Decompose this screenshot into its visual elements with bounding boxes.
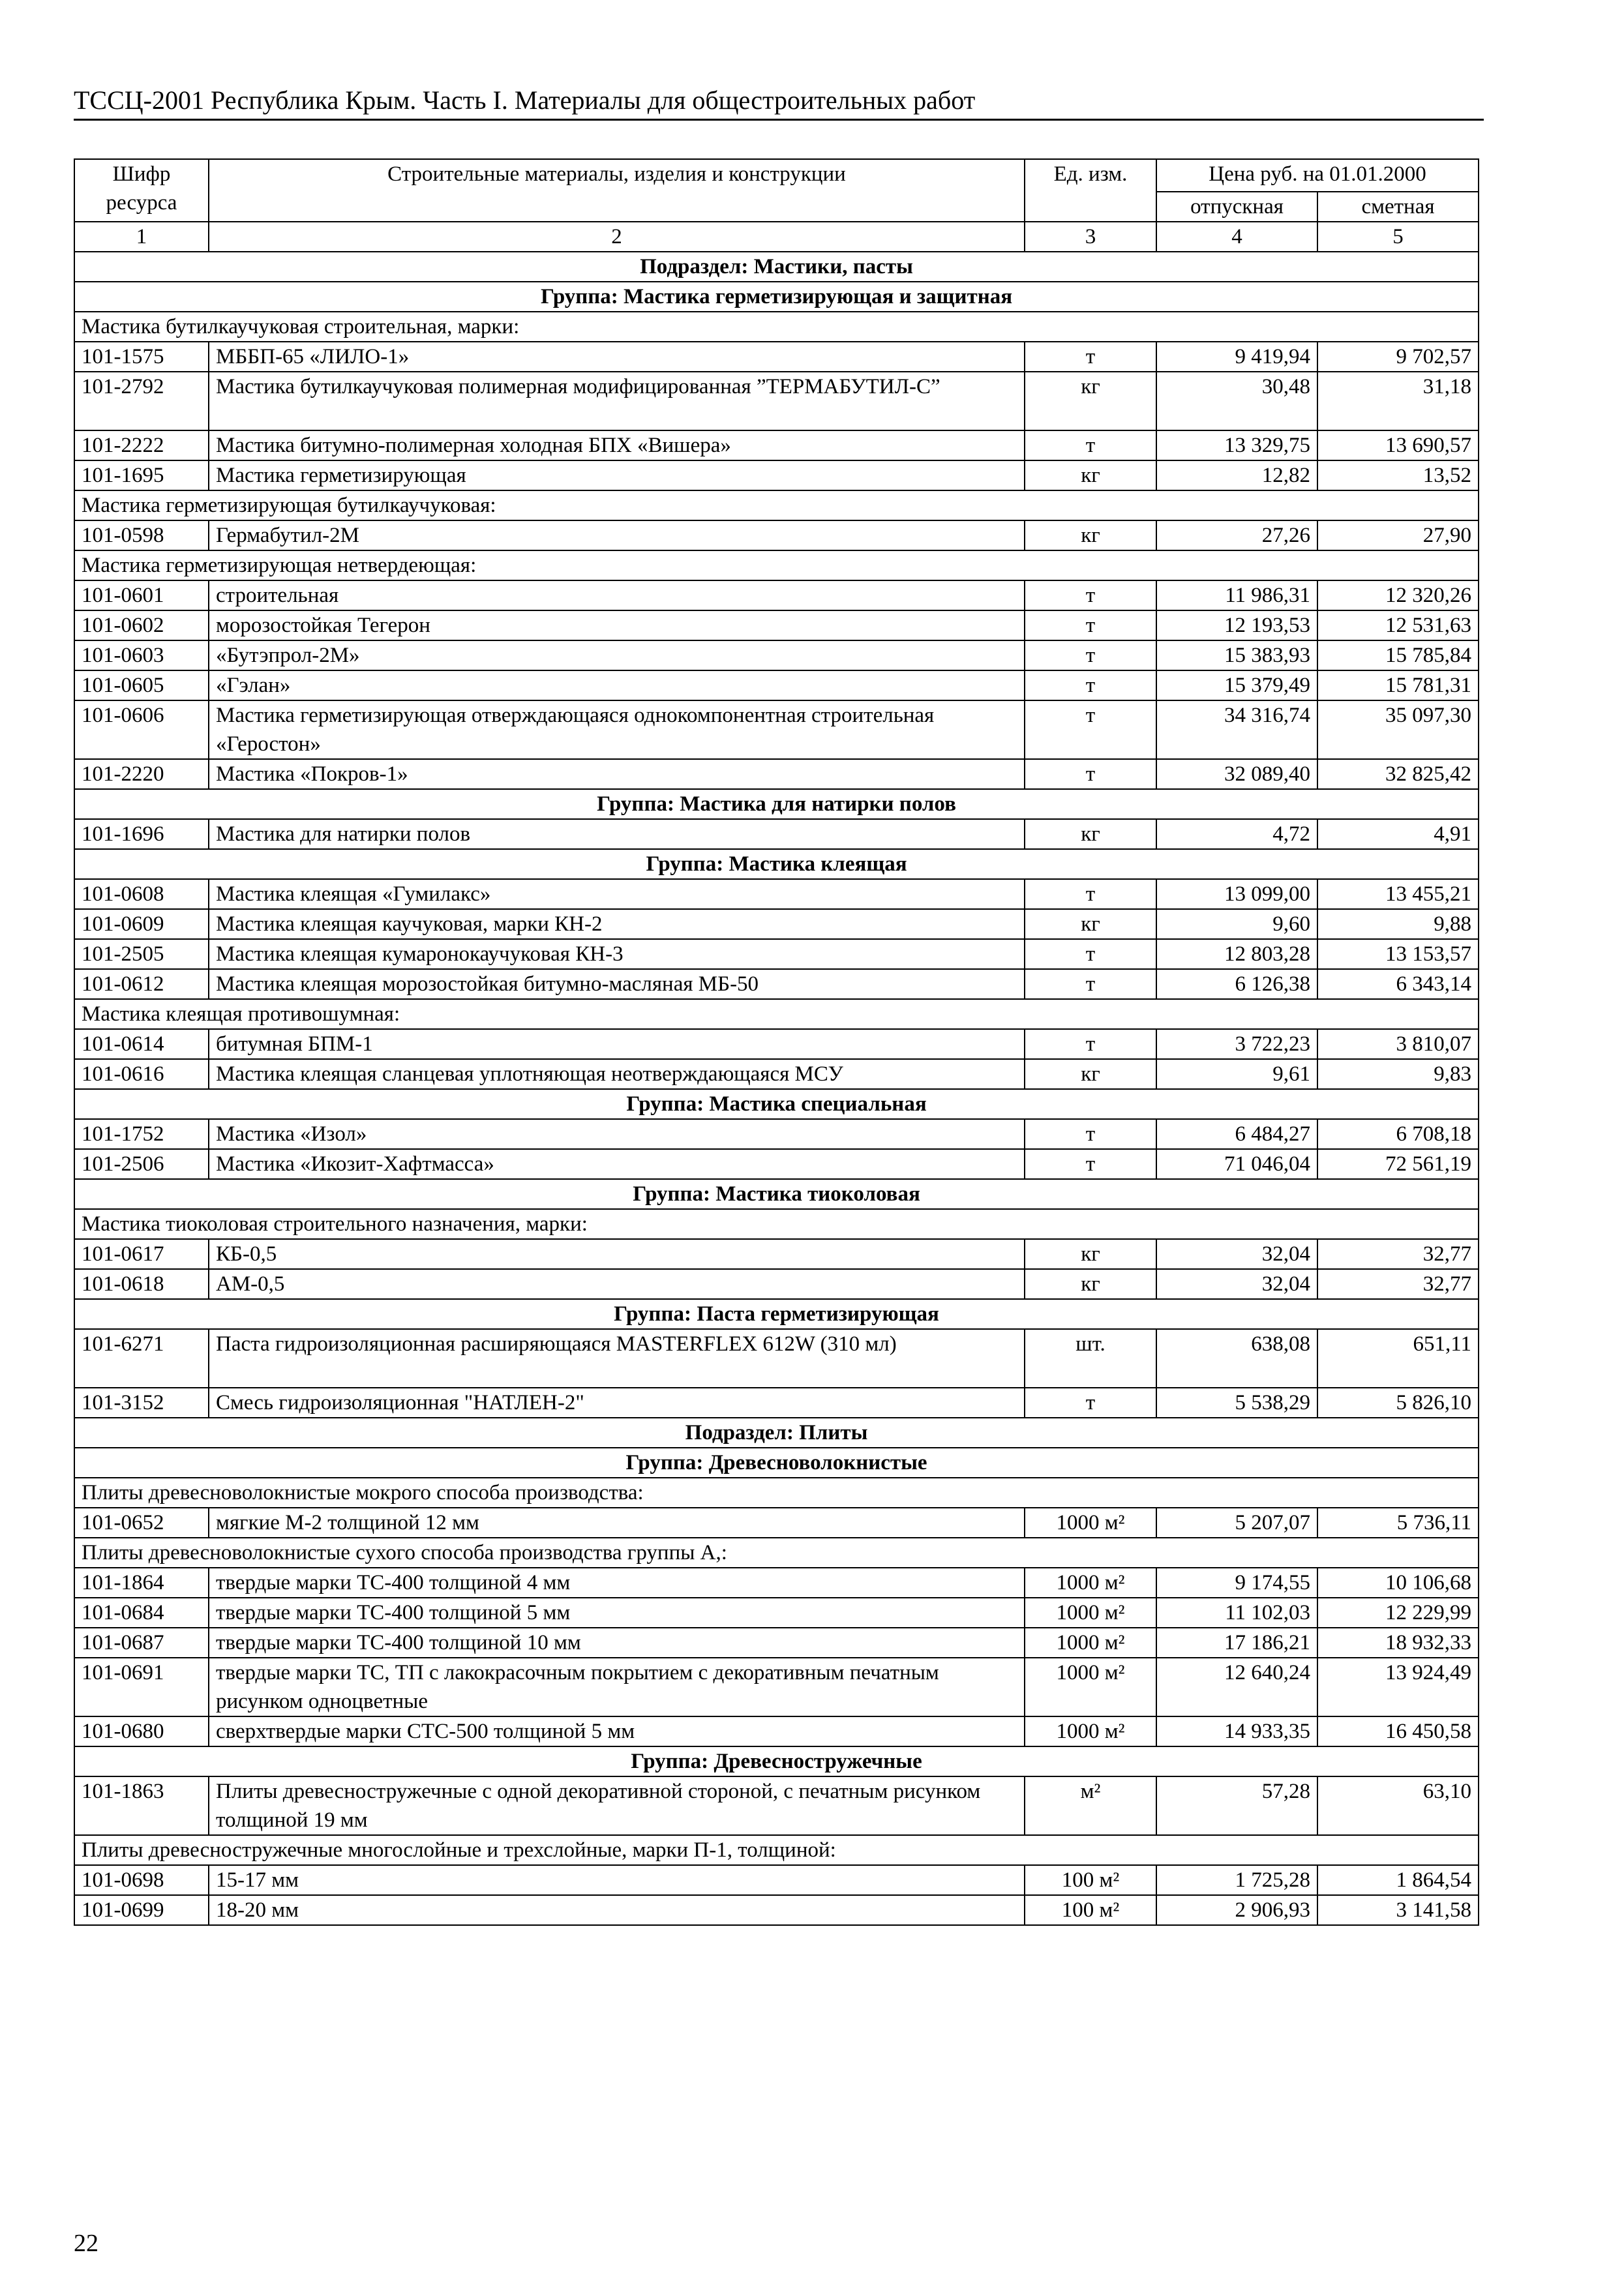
unit-cell: кг (1025, 1059, 1156, 1089)
unit-cell: 1000 м² (1025, 1628, 1156, 1658)
col-number: 4 (1156, 222, 1317, 252)
release-price: 30,48 (1156, 372, 1317, 430)
estimate-price: 12 531,63 (1317, 610, 1479, 640)
estimate-price: 15 781,31 (1317, 670, 1479, 700)
table-row (74, 1658, 1479, 1716)
material-name: твердые марки ТС-400 толщиной 4 мм (209, 1568, 1025, 1598)
release-price: 9,61 (1156, 1059, 1317, 1089)
estimate-price: 13,52 (1317, 460, 1479, 490)
table-body (74, 252, 1479, 1925)
material-name: МББП-65 «ЛИЛО-1» (209, 342, 1025, 372)
col-header-estimate: сметная (1317, 192, 1479, 222)
release-price: 3 722,23 (1156, 1029, 1317, 1059)
release-price: 11 986,31 (1156, 580, 1317, 610)
unit-cell: 1000 м² (1025, 1598, 1156, 1628)
resource-code: 101-2792 (74, 372, 209, 430)
table-row (74, 1716, 1479, 1746)
price-table (74, 158, 1479, 1926)
resource-code: 101-0598 (74, 520, 209, 550)
unit-cell: 1000 м² (1025, 1658, 1156, 1716)
estimate-price: 13 153,57 (1317, 939, 1479, 969)
table-row (74, 1598, 1479, 1628)
table-row (74, 1059, 1479, 1089)
subgroup-row (74, 312, 1479, 342)
group-row (74, 1179, 1479, 1209)
table-row (74, 460, 1479, 490)
estimate-price: 27,90 (1317, 520, 1479, 550)
table-row (74, 1776, 1479, 1835)
col-header-price: Цена руб. на 01.01.2000 (1156, 159, 1479, 192)
estimate-price: 3 810,07 (1317, 1029, 1479, 1059)
table-row (74, 1239, 1479, 1269)
estimate-price: 651,11 (1317, 1329, 1479, 1388)
group-title: Группа: Мастика тиоколовая (74, 1179, 1479, 1209)
resource-code: 101-3152 (74, 1388, 209, 1418)
subgroup-row (74, 1209, 1479, 1239)
unit-cell: т (1025, 969, 1156, 999)
group-row (74, 1746, 1479, 1776)
table-row (74, 759, 1479, 789)
group-row (74, 849, 1479, 879)
material-name: Паста гидроизоляционная расширяющаяся MASTERFLEX 612W (310 мл) (209, 1329, 1025, 1388)
table-row (74, 1628, 1479, 1658)
release-price: 1 725,28 (1156, 1865, 1317, 1895)
release-price: 12 193,53 (1156, 610, 1317, 640)
estimate-price: 6 343,14 (1317, 969, 1479, 999)
resource-code: 101-0601 (74, 580, 209, 610)
release-price: 638,08 (1156, 1329, 1317, 1388)
col-header-name: Строительные материалы, изделия и конструкции (209, 159, 1025, 222)
estimate-price: 12 320,26 (1317, 580, 1479, 610)
resource-code: 101-1864 (74, 1568, 209, 1598)
resource-code: 101-0616 (74, 1059, 209, 1089)
material-name: Гермабутил-2М (209, 520, 1025, 550)
table-row (74, 372, 1479, 430)
material-name: мягкие М-2 толщиной 12 мм (209, 1508, 1025, 1538)
release-price: 17 186,21 (1156, 1628, 1317, 1658)
estimate-price: 32,77 (1317, 1269, 1479, 1299)
unit-cell: т (1025, 430, 1156, 460)
unit-cell: т (1025, 1388, 1156, 1418)
table-row (74, 1895, 1479, 1925)
resource-code: 101-0691 (74, 1658, 209, 1716)
resource-code: 101-1752 (74, 1119, 209, 1149)
release-price: 9,60 (1156, 909, 1317, 939)
group-row (74, 282, 1479, 312)
material-name: АМ-0,5 (209, 1269, 1025, 1299)
material-name: морозостойкая Тегерон (209, 610, 1025, 640)
col-number: 2 (209, 222, 1025, 252)
release-price: 12 803,28 (1156, 939, 1317, 969)
subsection-title: Подраздел: Мастики, пасты (74, 252, 1479, 282)
group-row (74, 789, 1479, 819)
release-price: 32,04 (1156, 1269, 1317, 1299)
resource-code: 101-2505 (74, 939, 209, 969)
table-row (74, 1029, 1479, 1059)
estimate-price: 31,18 (1317, 372, 1479, 430)
material-name: Мастика клеящая «Гумилакс» (209, 879, 1025, 909)
resource-code: 101-0605 (74, 670, 209, 700)
group-title: Группа: Мастика для натирки полов (74, 789, 1479, 819)
unit-cell: 1000 м² (1025, 1568, 1156, 1598)
estimate-price: 9,88 (1317, 909, 1479, 939)
resource-code: 101-0609 (74, 909, 209, 939)
unit-cell: кг (1025, 372, 1156, 430)
estimate-price: 32,77 (1317, 1239, 1479, 1269)
group-title: Группа: Древесноволокнистые (74, 1448, 1479, 1478)
table-row (74, 909, 1479, 939)
material-name: твердые марки ТС, ТП с лакокрасочным покрытием с декоративным печатным рисунком одноцветные (209, 1658, 1025, 1716)
release-price: 15 379,49 (1156, 670, 1317, 700)
table-row (74, 700, 1479, 759)
page-number: 22 (74, 2230, 98, 2257)
material-name: Мастика клеящая морозостойкая битумно-масляная МБ-50 (209, 969, 1025, 999)
table-row (74, 430, 1479, 460)
release-price: 9 419,94 (1156, 342, 1317, 372)
table-row (74, 580, 1479, 610)
resource-code: 101-0608 (74, 879, 209, 909)
unit-cell: кг (1025, 909, 1156, 939)
subgroup-title: Мастика герметизирующая нетвердеющая: (74, 550, 1479, 580)
resource-code: 101-0684 (74, 1598, 209, 1628)
subgroup-title: Мастика клеящая противошумная: (74, 999, 1479, 1029)
release-price: 4,72 (1156, 819, 1317, 849)
release-price: 11 102,03 (1156, 1598, 1317, 1628)
estimate-price: 12 229,99 (1317, 1598, 1479, 1628)
resource-code: 101-0680 (74, 1716, 209, 1746)
release-price: 14 933,35 (1156, 1716, 1317, 1746)
subgroup-title: Мастика герметизирующая бутилкаучуковая: (74, 490, 1479, 520)
estimate-price: 18 932,33 (1317, 1628, 1479, 1658)
table-row (74, 1269, 1479, 1299)
unit-cell: т (1025, 939, 1156, 969)
table-row (74, 342, 1479, 372)
release-price: 5 207,07 (1156, 1508, 1317, 1538)
release-price: 2 906,93 (1156, 1895, 1317, 1925)
release-price: 32 089,40 (1156, 759, 1317, 789)
material-name: Мастика клеящая каучуковая, марки КН-2 (209, 909, 1025, 939)
unit-cell: 100 м² (1025, 1895, 1156, 1925)
material-name: 18-20 мм (209, 1895, 1025, 1925)
resource-code: 101-0652 (74, 1508, 209, 1538)
unit-cell: т (1025, 640, 1156, 670)
resource-code: 101-1575 (74, 342, 209, 372)
material-name: «Бутэпрол-2М» (209, 640, 1025, 670)
subgroup-title: Плиты древесностружечные многослойные и трехслойные, марки П-1, толщиной: (74, 1835, 1479, 1865)
subgroup-row (74, 1478, 1479, 1508)
material-name: 15-17 мм (209, 1865, 1025, 1895)
unit-cell: 1000 м² (1025, 1716, 1156, 1746)
material-name: Мастика бутилкаучуковая полимерная модифицированная ”ТЕРМАБУТИЛ-С” (209, 372, 1025, 430)
unit-cell: т (1025, 1119, 1156, 1149)
group-title: Группа: Паста герметизирующая (74, 1299, 1479, 1329)
material-name: Мастика герметизирующая отверждающаяся однокомпонентная строительная «Геростон» (209, 700, 1025, 759)
material-name: строительная (209, 580, 1025, 610)
table-row (74, 819, 1479, 849)
unit-cell: т (1025, 1149, 1156, 1179)
material-name: сверхтвердые марки СТС-500 толщиной 5 мм (209, 1716, 1025, 1746)
unit-cell: т (1025, 759, 1156, 789)
estimate-price: 1 864,54 (1317, 1865, 1479, 1895)
release-price: 71 046,04 (1156, 1149, 1317, 1179)
subgroup-row (74, 999, 1479, 1029)
subgroup-title: Мастика бутилкаучуковая строительная, марки: (74, 312, 1479, 342)
group-title: Группа: Древесностружечные (74, 1746, 1479, 1776)
release-price: 5 538,29 (1156, 1388, 1317, 1418)
resource-code: 101-2222 (74, 430, 209, 460)
unit-cell: кг (1025, 460, 1156, 490)
group-title: Группа: Мастика клеящая (74, 849, 1479, 879)
estimate-price: 16 450,58 (1317, 1716, 1479, 1746)
group-row (74, 1299, 1479, 1329)
col-number: 5 (1317, 222, 1479, 252)
unit-cell: т (1025, 580, 1156, 610)
estimate-price: 10 106,68 (1317, 1568, 1479, 1598)
release-price: 9 174,55 (1156, 1568, 1317, 1598)
table-row (74, 1149, 1479, 1179)
resource-code: 101-0687 (74, 1628, 209, 1658)
unit-cell: кг (1025, 1269, 1156, 1299)
col-header-release: отпускная (1156, 192, 1317, 222)
release-price: 6 126,38 (1156, 969, 1317, 999)
material-name: Плиты древесностружечные с одной декоративной стороной, с печатным рисунком толщиной 19 мм (209, 1776, 1025, 1835)
table-row (74, 610, 1479, 640)
unit-cell: кг (1025, 1239, 1156, 1269)
unit-cell: т (1025, 670, 1156, 700)
release-price: 27,26 (1156, 520, 1317, 550)
subgroup-title: Мастика тиоколовая строительного назначения, марки: (74, 1209, 1479, 1239)
material-name: Мастика герметизирующая (209, 460, 1025, 490)
table-row (74, 879, 1479, 909)
estimate-price: 9 702,57 (1317, 342, 1479, 372)
estimate-price: 6 708,18 (1317, 1119, 1479, 1149)
unit-cell: кг (1025, 819, 1156, 849)
material-name: Мастика битумно-полимерная холодная БПХ «Вишера» (209, 430, 1025, 460)
resource-code: 101-0698 (74, 1865, 209, 1895)
table-row (74, 520, 1479, 550)
resource-code: 101-2220 (74, 759, 209, 789)
table-row (74, 1568, 1479, 1598)
estimate-price: 63,10 (1317, 1776, 1479, 1835)
estimate-price: 13 455,21 (1317, 879, 1479, 909)
resource-code: 101-0614 (74, 1029, 209, 1059)
estimate-price: 5 736,11 (1317, 1508, 1479, 1538)
estimate-price: 15 785,84 (1317, 640, 1479, 670)
table-row (74, 1865, 1479, 1895)
release-price: 32,04 (1156, 1239, 1317, 1269)
material-name: Мастика «Изол» (209, 1119, 1025, 1149)
unit-cell: т (1025, 610, 1156, 640)
resource-code: 101-0699 (74, 1895, 209, 1925)
col-number: 3 (1025, 222, 1156, 252)
resource-code: 101-0602 (74, 610, 209, 640)
group-row (74, 1448, 1479, 1478)
resource-code: 101-0612 (74, 969, 209, 999)
resource-code: 101-1696 (74, 819, 209, 849)
group-title: Группа: Мастика специальная (74, 1089, 1479, 1119)
col-number: 1 (74, 222, 209, 252)
material-name: твердые марки ТС-400 толщиной 5 мм (209, 1598, 1025, 1628)
subsection-title: Подраздел: Плиты (74, 1418, 1479, 1448)
subgroup-row (74, 490, 1479, 520)
estimate-price: 32 825,42 (1317, 759, 1479, 789)
table-row (74, 939, 1479, 969)
release-price: 13 329,75 (1156, 430, 1317, 460)
unit-cell: т (1025, 879, 1156, 909)
release-price: 6 484,27 (1156, 1119, 1317, 1149)
estimate-price: 72 561,19 (1317, 1149, 1479, 1179)
resource-code: 101-0606 (74, 700, 209, 759)
material-name: битумная БПМ-1 (209, 1029, 1025, 1059)
table-row (74, 969, 1479, 999)
unit-cell: т (1025, 342, 1156, 372)
material-name: твердые марки ТС-400 толщиной 10 мм (209, 1628, 1025, 1658)
material-name: Смесь гидроизоляционная "НАТЛЕН-2" (209, 1388, 1025, 1418)
estimate-price: 13 924,49 (1317, 1658, 1479, 1716)
estimate-price: 5 826,10 (1317, 1388, 1479, 1418)
subgroup-row (74, 1835, 1479, 1865)
table-row (74, 1388, 1479, 1418)
subsection-row (74, 252, 1479, 282)
group-row (74, 1089, 1479, 1119)
material-name: КБ-0,5 (209, 1239, 1025, 1269)
subgroup-title: Плиты древесноволокнистые сухого способа производства группы А,: (74, 1538, 1479, 1568)
release-price: 12,82 (1156, 460, 1317, 490)
resource-code: 101-1695 (74, 460, 209, 490)
estimate-price: 3 141,58 (1317, 1895, 1479, 1925)
release-price: 15 383,93 (1156, 640, 1317, 670)
unit-cell: 100 м² (1025, 1865, 1156, 1895)
table-row (74, 1329, 1479, 1388)
table-row (74, 1508, 1479, 1538)
table-row (74, 670, 1479, 700)
resource-code: 101-0603 (74, 640, 209, 670)
resource-code: 101-6271 (74, 1329, 209, 1388)
table-row (74, 1119, 1479, 1149)
col-header-code: Шифр ресурса (74, 159, 209, 222)
subgroup-title: Плиты древесноволокнистые мокрого способа производства: (74, 1478, 1479, 1508)
subgroup-row (74, 550, 1479, 580)
estimate-price: 4,91 (1317, 819, 1479, 849)
group-title: Группа: Мастика герметизирующая и защитная (74, 282, 1479, 312)
material-name: Мастика для натирки полов (209, 819, 1025, 849)
unit-cell: кг (1025, 520, 1156, 550)
table-row (74, 640, 1479, 670)
page-header: ТССЦ-2001 Республика Крым. Часть I. Материалы для общестроительных работ (74, 83, 1484, 121)
release-price: 34 316,74 (1156, 700, 1317, 759)
material-name: Мастика клеящая кумаронокаучуковая КН-3 (209, 939, 1025, 969)
subsection-row (74, 1418, 1479, 1448)
estimate-price: 35 097,30 (1317, 700, 1479, 759)
resource-code: 101-1863 (74, 1776, 209, 1835)
material-name: Мастика «Покров-1» (209, 759, 1025, 789)
release-price: 57,28 (1156, 1776, 1317, 1835)
unit-cell: т (1025, 700, 1156, 759)
col-header-unit: Ед. изм. (1025, 159, 1156, 222)
resource-code: 101-0618 (74, 1269, 209, 1299)
material-name: «Гэлан» (209, 670, 1025, 700)
estimate-price: 13 690,57 (1317, 430, 1479, 460)
resource-code: 101-0617 (74, 1239, 209, 1269)
material-name: Мастика «Икозит-Хафтмасса» (209, 1149, 1025, 1179)
unit-cell: шт. (1025, 1329, 1156, 1388)
release-price: 13 099,00 (1156, 879, 1317, 909)
unit-cell: т (1025, 1029, 1156, 1059)
estimate-price: 9,83 (1317, 1059, 1479, 1089)
unit-cell: м² (1025, 1776, 1156, 1835)
release-price: 12 640,24 (1156, 1658, 1317, 1716)
resource-code: 101-2506 (74, 1149, 209, 1179)
subgroup-row (74, 1538, 1479, 1568)
unit-cell: 1000 м² (1025, 1508, 1156, 1538)
material-name: Мастика клеящая сланцевая уплотняющая неотверждающаяся МСУ (209, 1059, 1025, 1089)
